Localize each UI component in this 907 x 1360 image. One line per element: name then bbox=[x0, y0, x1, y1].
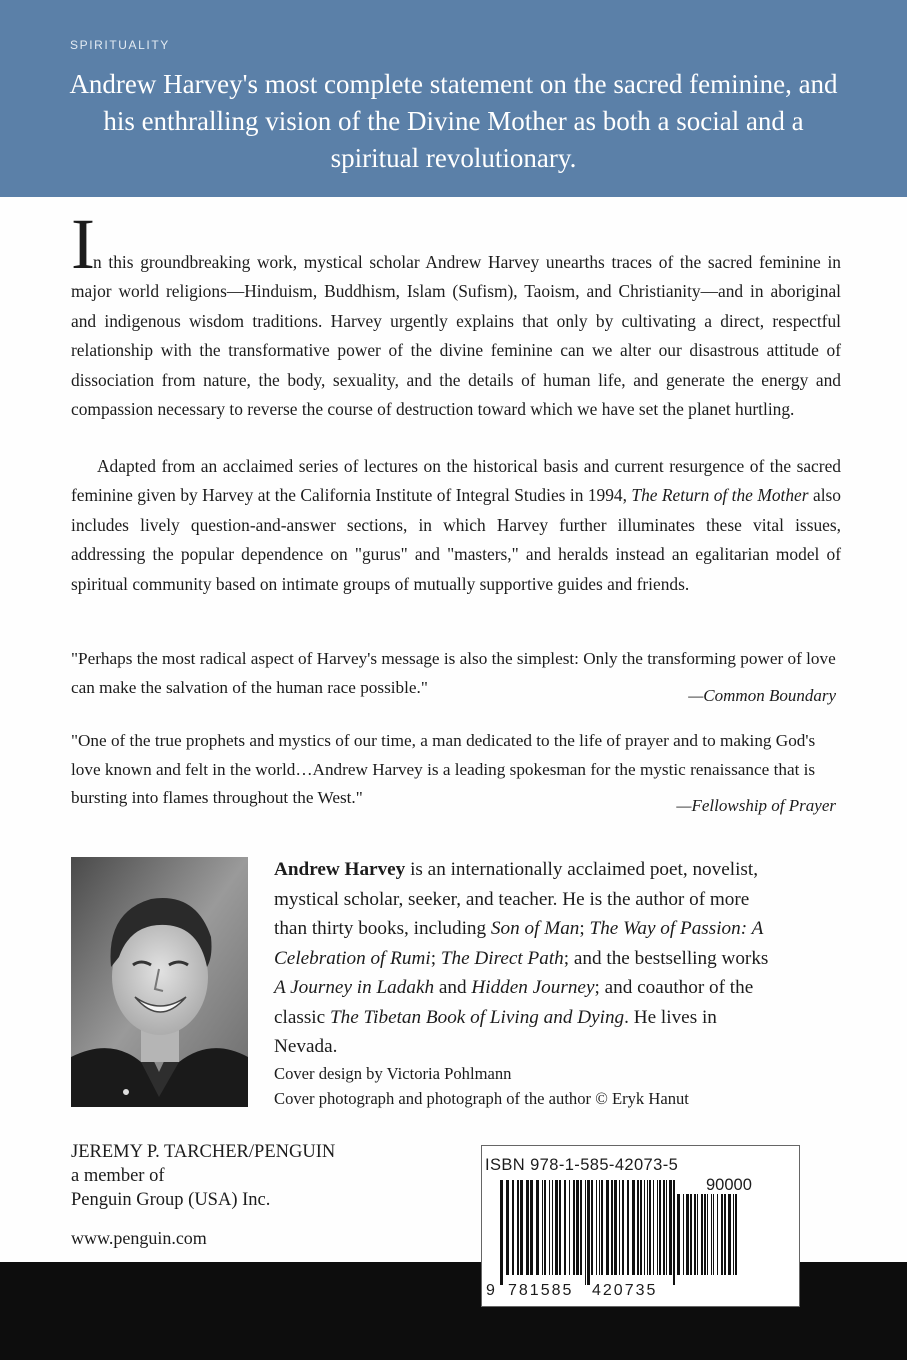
publisher-website[interactable]: www.penguin.com bbox=[71, 1228, 207, 1248]
addon-barcode bbox=[677, 1194, 739, 1285]
author-portrait-illustration bbox=[71, 857, 248, 1107]
photo-credit: Cover photograph and photograph of the author © Eryk Hanut bbox=[274, 1088, 689, 1108]
barcode-bar bbox=[632, 1180, 635, 1275]
review-source-1: —Common Boundary bbox=[688, 686, 836, 705]
tagline: Andrew Harvey's most complete statement on the sacred feminine, and his enthralling vision of the Divine Mother as both a social and a spiritual revolutionary. bbox=[69, 69, 838, 173]
barcode-bar bbox=[666, 1180, 667, 1275]
barcode-bar bbox=[517, 1180, 519, 1275]
bio-text-1: is an internationally acclaimed poet, novelist, mystical scholar, seeker, and teacher. He is the author of more than thirty books, including bbox=[274, 859, 759, 939]
barcode-bar bbox=[659, 1180, 661, 1275]
barcode-bar bbox=[690, 1194, 692, 1275]
barcode-bar bbox=[627, 1180, 629, 1275]
bio-text-3: ; bbox=[430, 947, 441, 969]
bio-text-2: ; bbox=[579, 918, 590, 939]
book-title-way-of-passion: The Way of Passion: A Celebration of Rumi bbox=[274, 918, 763, 969]
author-photo bbox=[71, 857, 248, 1107]
barcode-bar bbox=[637, 1180, 639, 1275]
barcode-bar bbox=[555, 1180, 558, 1275]
book-title-journey-in-ladakh: A Journey in Ladakh bbox=[274, 977, 435, 998]
barcode-bar bbox=[587, 1180, 590, 1285]
barcode-bar bbox=[683, 1194, 684, 1275]
barcode-bar bbox=[733, 1194, 734, 1275]
bio-text-5: and bbox=[434, 977, 472, 998]
barcode-bar bbox=[564, 1180, 566, 1275]
barcode-bar bbox=[552, 1180, 553, 1275]
paragraph-1-text: n this groundbreaking work, mystical scholar Andrew Harvey unearths traces of the sacred feminine in major world religions—Hinduism, Buddhism, Islam (Sufism), Taoism, and Christianity—and in aboriginal and indigenous wisdom traditions. Harvey urgently explains that only by cultivating a direct, respectful relationship with the transformative power of the divine feminine can we alter our disastrous attitude of dissociation from nature, the body, sexuality, and the details of human life, and generate the energy and compassion necessary to reverse the course of destruction toward which we have set the planet hurtling. bbox=[71, 252, 841, 420]
barcode-bar bbox=[549, 1180, 550, 1275]
barcode-bar bbox=[512, 1180, 514, 1275]
book-title-direct-path: The Direct Path bbox=[440, 947, 564, 969]
bio-text-7: . He lives in Nevada. bbox=[274, 1006, 717, 1057]
publisher-group: Penguin Group (USA) Inc. bbox=[71, 1190, 271, 1210]
barcode-bar bbox=[601, 1180, 603, 1275]
barcode-bar bbox=[677, 1194, 680, 1275]
barcode-bar bbox=[697, 1194, 698, 1275]
barcode-bar bbox=[536, 1180, 539, 1275]
barcode-bar bbox=[649, 1180, 651, 1275]
barcode-bar bbox=[721, 1194, 723, 1275]
review-source-2: —Fellowship of Prayer bbox=[676, 796, 836, 815]
barcode-bar bbox=[647, 1180, 648, 1275]
barcode-bar bbox=[573, 1180, 575, 1275]
barcode-bar bbox=[640, 1180, 642, 1275]
publisher-block bbox=[71, 1140, 335, 1212]
barcode-bar bbox=[653, 1180, 654, 1275]
author-bio bbox=[274, 855, 774, 1062]
barcode-bar bbox=[669, 1180, 672, 1275]
barcode-bar bbox=[711, 1194, 712, 1275]
bio-text-4: ; and the bestselling works bbox=[563, 947, 769, 969]
barcode-bar bbox=[707, 1194, 708, 1275]
barcode-bar bbox=[673, 1180, 675, 1285]
barcode-bar bbox=[717, 1194, 718, 1275]
barcode-bar bbox=[728, 1194, 731, 1275]
barcode-bar bbox=[724, 1194, 726, 1275]
barcode-bar bbox=[713, 1194, 714, 1275]
barcode-bar bbox=[542, 1180, 543, 1275]
review-quote-2: "One of the true prophets and mystics of our time, a man dedicated to the life of prayer and to making God's love known and felt in the world…Andrew Harvey is a leading spokesman for the mystic renaissance that is bursting into flames throughout the West." bbox=[71, 731, 816, 807]
barcode-bar bbox=[735, 1194, 737, 1275]
barcode-bar bbox=[686, 1194, 689, 1275]
category-label: SPIRITUALITY bbox=[70, 38, 170, 52]
barcode-bar bbox=[530, 1180, 533, 1275]
barcode-digits-left: 781585 bbox=[508, 1282, 574, 1299]
barcode-bar bbox=[663, 1180, 665, 1275]
barcode-bar bbox=[559, 1180, 561, 1275]
cover-design-credit: Cover design by Victoria Pohlmann bbox=[274, 1064, 512, 1083]
barcode-bar bbox=[704, 1194, 706, 1275]
barcode-bar bbox=[644, 1180, 645, 1275]
drop-cap: I bbox=[71, 204, 95, 284]
paragraph-2-text-a: Adapted from an acclaimed series of lectures on the historical basis and current resurgence of the sacred feminine given by Harvey at the California Institute of Integral Studies in 1994, bbox=[71, 456, 841, 506]
barcode-bar bbox=[569, 1180, 570, 1275]
barcode-bar bbox=[611, 1180, 613, 1275]
barcode-bar bbox=[622, 1180, 624, 1275]
publisher-name: JEREMY P. TARCHER/PENGUIN bbox=[71, 1142, 336, 1162]
author-name: Andrew Harvey bbox=[274, 859, 406, 880]
barcode-bar bbox=[596, 1180, 597, 1275]
header-band bbox=[0, 0, 907, 197]
barcode-bar bbox=[701, 1194, 703, 1275]
barcode-bar bbox=[520, 1180, 523, 1275]
barcode-bar bbox=[614, 1180, 617, 1275]
book-title-tibetan-book: The Tibetan Book of Living and Dying bbox=[329, 1006, 625, 1028]
barcode-bar bbox=[599, 1180, 600, 1275]
paragraph-2-text-b: also includes lively question-and-answer sections, in which Harvey further illuminates these vital issues, addressing the popular dependence on "gurus" and "masters," and heralds instead an egalitarian model of spiritual community based on intimate groups of mutually supportive guides and friends. bbox=[71, 485, 841, 594]
description-paragraph-2 bbox=[71, 452, 841, 599]
barcode-bar bbox=[619, 1180, 620, 1275]
barcode-bar bbox=[544, 1180, 546, 1275]
isbn-label: ISBN 978-1-585-42073-5 bbox=[485, 1156, 679, 1174]
publisher-member-of: a member of bbox=[71, 1166, 165, 1186]
barcode-bar bbox=[576, 1180, 579, 1275]
book-title-hidden-journey: Hidden Journey bbox=[471, 977, 595, 998]
bio-text-6: ; and coauthor of the classic bbox=[274, 977, 754, 1028]
review-quote-1: "Perhaps the most radical aspect of Harvey's message is also the simplest: Only the transforming power of love can make the salvation of the human race possible." bbox=[71, 649, 836, 697]
isbn-barcode bbox=[500, 1180, 675, 1285]
barcode-bar bbox=[585, 1180, 586, 1285]
price-code: 90000 bbox=[706, 1176, 752, 1194]
barcode-bar bbox=[694, 1194, 696, 1275]
barcode-bar bbox=[606, 1180, 609, 1275]
barcode-bar bbox=[500, 1180, 503, 1285]
barcode-digit-first: 9 bbox=[486, 1282, 495, 1299]
book-title-return-of-the-mother: The Return of the Mother bbox=[631, 485, 809, 506]
description-paragraph-1 bbox=[71, 248, 841, 424]
credits bbox=[274, 1062, 834, 1111]
barcode-bar bbox=[580, 1180, 582, 1275]
barcode-digits-right: 420735 bbox=[592, 1282, 658, 1299]
barcode-bar bbox=[591, 1180, 593, 1275]
book-title-son-of-man: Son of Man bbox=[490, 918, 580, 939]
barcode-bar bbox=[506, 1180, 509, 1275]
barcode-bar bbox=[526, 1180, 529, 1275]
barcode-bar bbox=[657, 1180, 658, 1275]
